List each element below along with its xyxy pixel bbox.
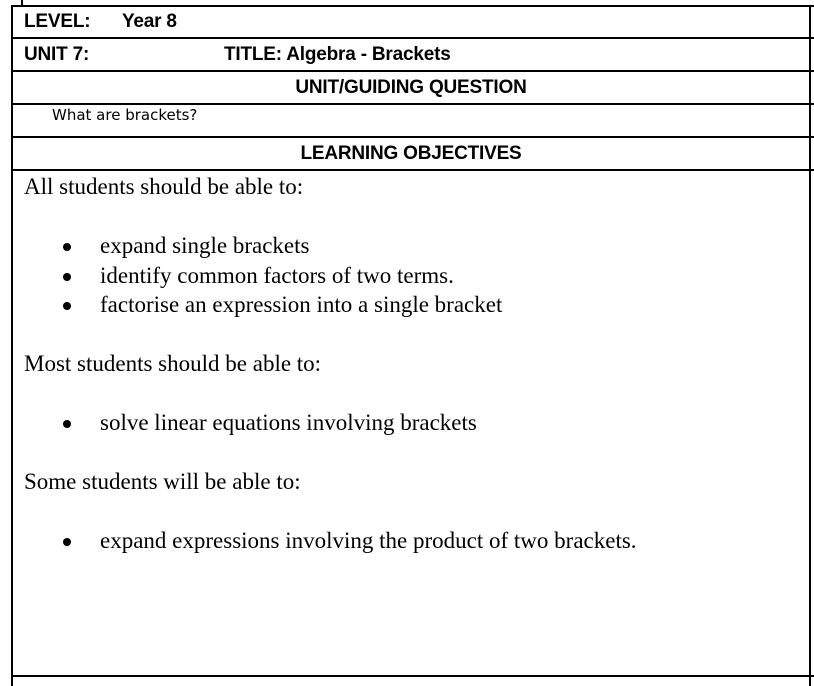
objective-text: expand single brackets bbox=[100, 233, 310, 258]
learning-objectives-body bbox=[24, 172, 794, 556]
bullet-icon bbox=[63, 243, 71, 251]
bullet-icon bbox=[63, 538, 71, 546]
row-divider bbox=[11, 136, 814, 138]
bullet-icon bbox=[63, 420, 71, 428]
table-border-bottom bbox=[11, 675, 814, 677]
objective-item bbox=[24, 290, 794, 320]
objective-item bbox=[24, 526, 794, 556]
unit-title: TITLE: Algebra - Brackets bbox=[224, 44, 451, 65]
objective-list-all bbox=[24, 231, 794, 320]
objective-group-some-label: Some students will be able to: bbox=[24, 469, 301, 494]
objective-group-most-label: Most students should be able to: bbox=[24, 351, 322, 376]
row-divider bbox=[11, 37, 814, 39]
objective-item bbox=[24, 231, 794, 261]
level-value: Year 8 bbox=[122, 11, 177, 32]
objective-list-most bbox=[24, 408, 794, 438]
guiding-question-text: What are brackets? bbox=[52, 106, 198, 124]
objective-text: factorise an expression into a single bracket bbox=[100, 292, 503, 317]
objective-text: solve linear equations involving brackets bbox=[100, 410, 477, 435]
objective-item bbox=[24, 261, 794, 291]
objective-text: identify common factors of two terms. bbox=[100, 262, 454, 288]
next-table-border-right bbox=[809, 676, 811, 686]
row-divider bbox=[11, 169, 814, 171]
objective-text: expand expressions involving the product of two brackets. bbox=[100, 528, 637, 553]
unit-label: UNIT 7: bbox=[24, 44, 90, 65]
bullet-icon bbox=[63, 302, 71, 310]
objective-group-all-label: All students should be able to: bbox=[24, 174, 304, 199]
level-label: LEVEL: bbox=[24, 11, 91, 32]
table-border-top bbox=[11, 5, 814, 7]
next-table-border-left bbox=[11, 676, 13, 686]
objective-list-some bbox=[24, 526, 794, 556]
objective-item bbox=[24, 408, 794, 438]
bullet-icon bbox=[63, 273, 71, 281]
learning-objectives-heading: LEARNING OBJECTIVES bbox=[300, 143, 522, 164]
guiding-question-heading: UNIT/GUIDING QUESTION bbox=[295, 77, 527, 98]
row-divider bbox=[11, 70, 814, 72]
